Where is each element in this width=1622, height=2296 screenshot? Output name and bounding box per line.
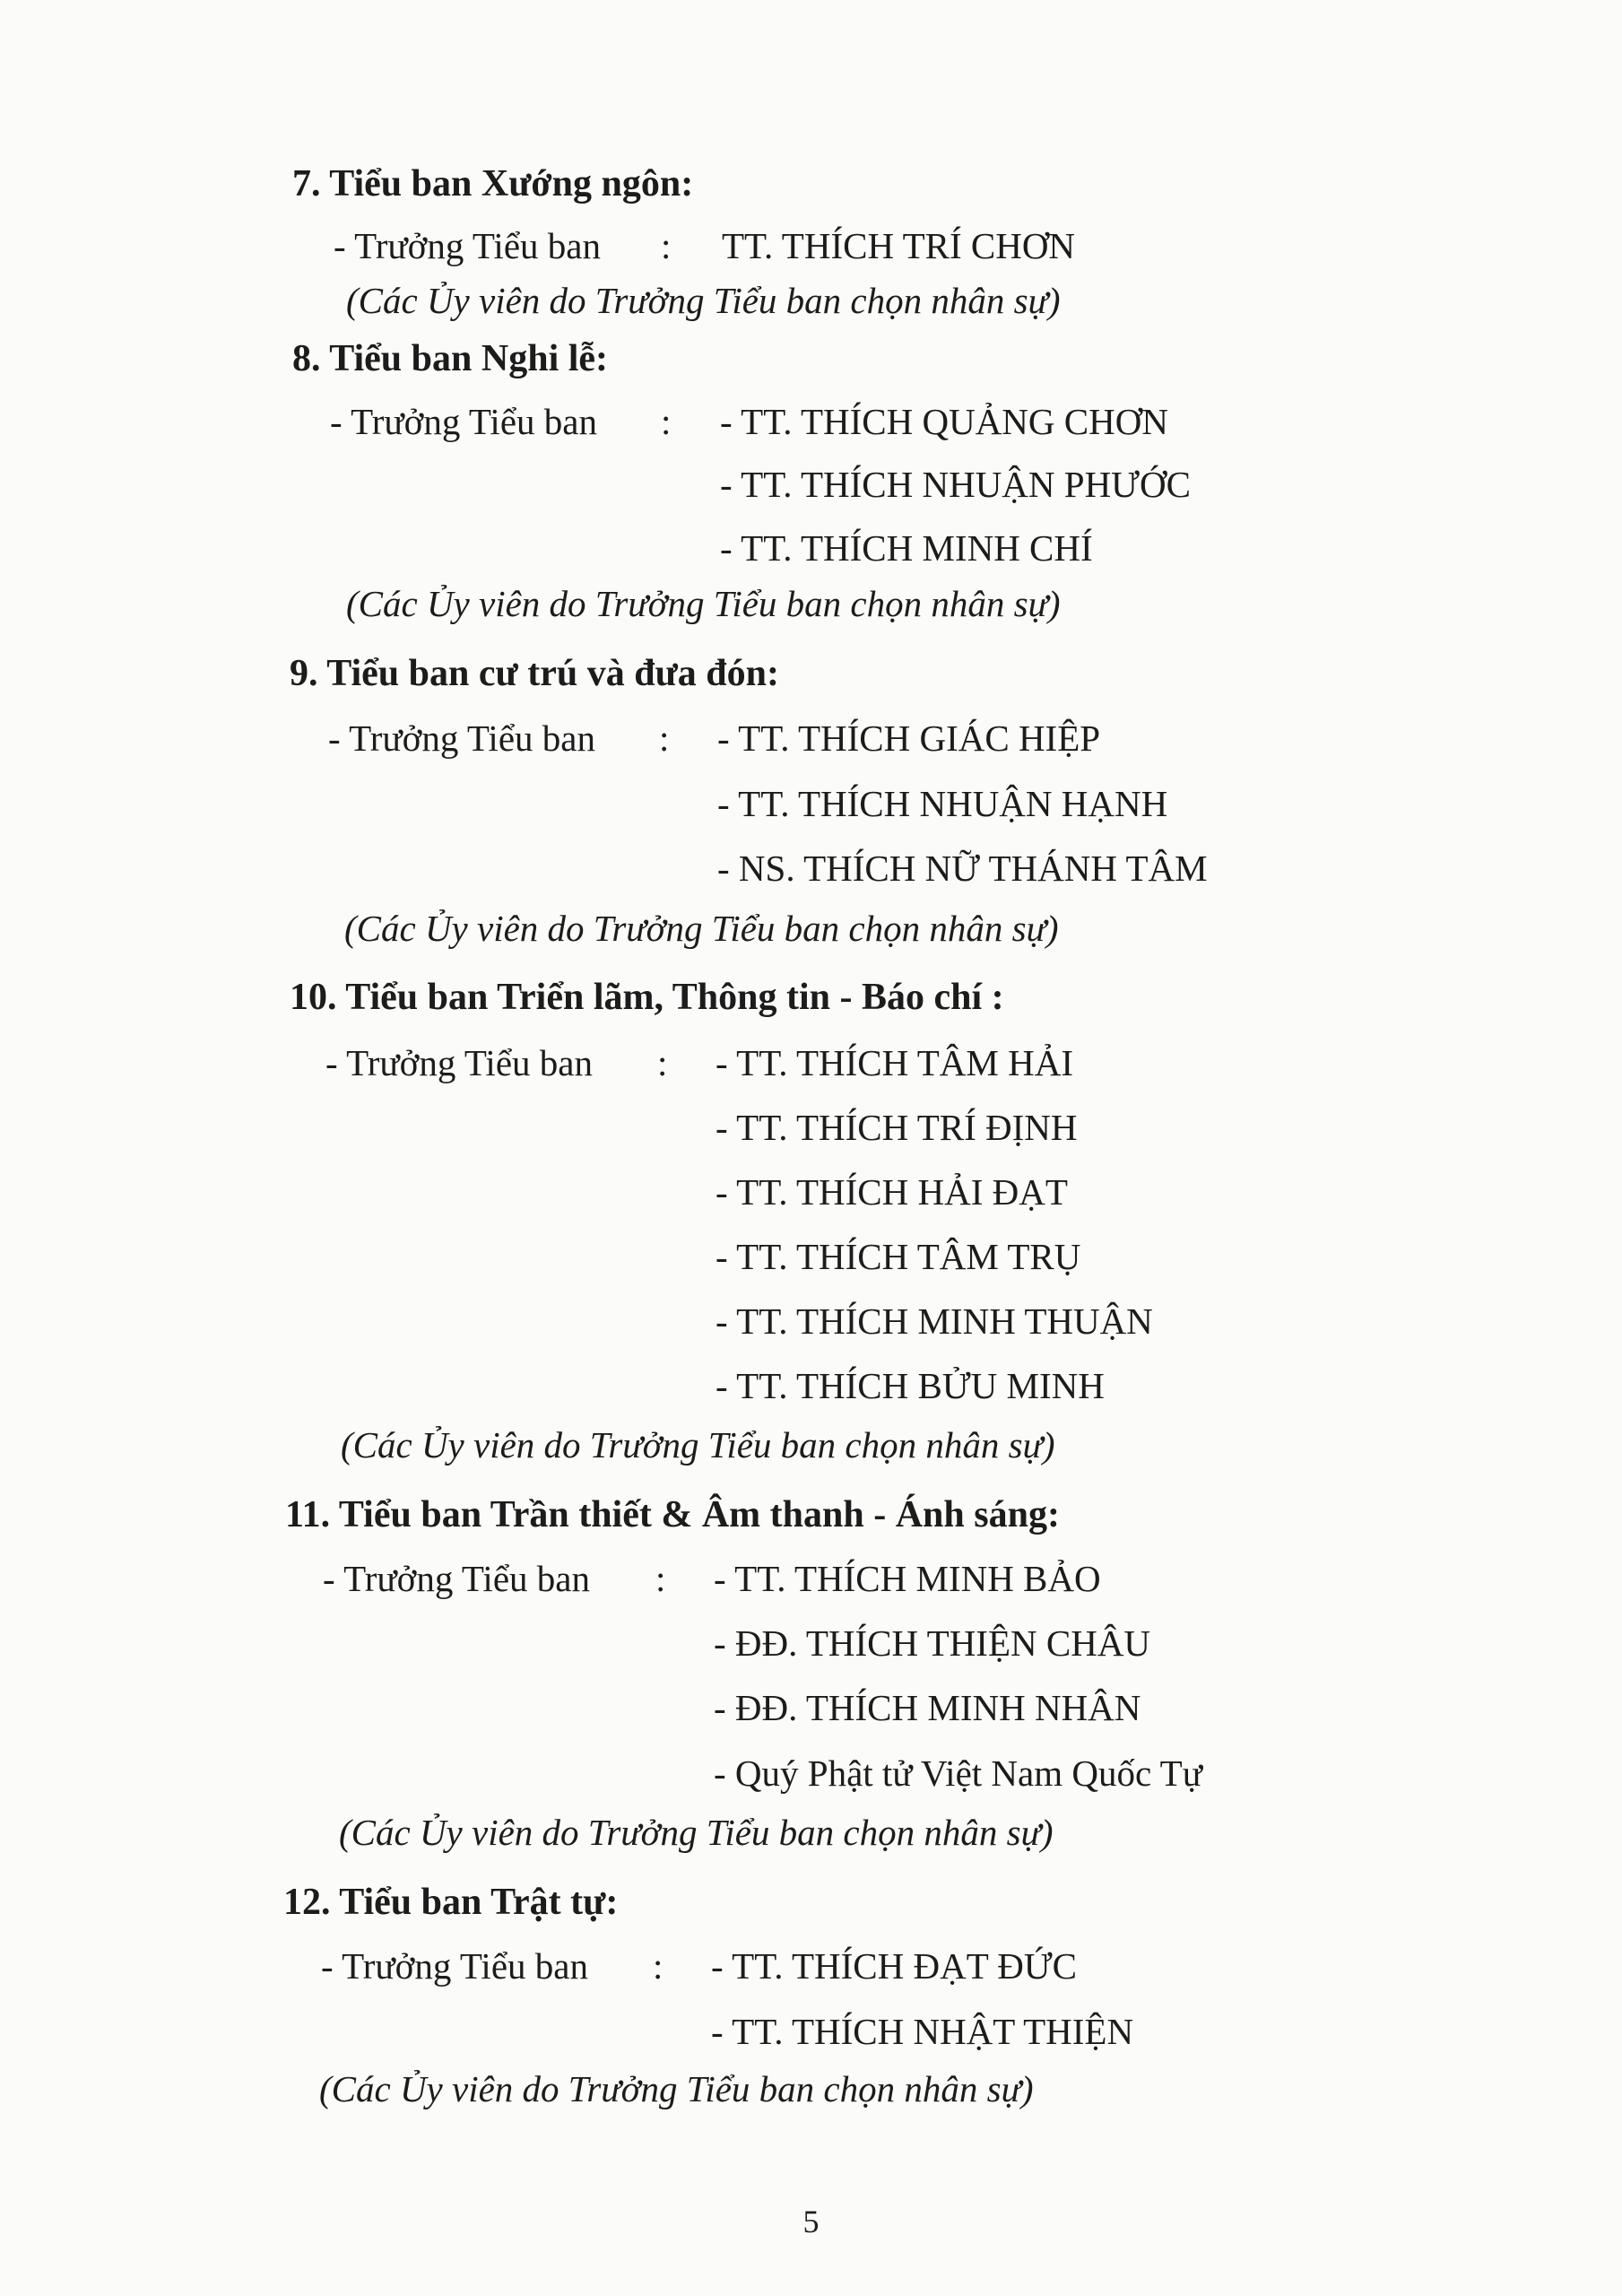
section-11-note: (Các Ủy viên do Trưởng Tiểu ban chọn nhân sự) [339,1812,1054,1853]
section-10-name-3: - TT. THÍCH HẢI ĐẠT [716,1171,1068,1213]
section-10-name-1: - TT. THÍCH TÂM HẢI [716,1042,1073,1083]
section-12-name-1: - TT. THÍCH ĐẠT ĐỨC [711,1945,1078,1987]
section-12-colon: : [653,1945,664,1987]
section-9-name-2: - TT. THÍCH NHUẬN HẠNH [717,783,1168,824]
section-12-note: (Các Ủy viên do Trưởng Tiểu ban chọn nhân sự) [319,2068,1034,2109]
section-9-note: (Các Ủy viên do Trưởng Tiểu ban chọn nhân sự) [344,908,1059,949]
section-8-heading: 8. Tiểu ban Nghi lễ: [292,338,609,379]
section-7-heading: 7. Tiểu ban Xướng ngôn: [292,163,694,204]
section-8-label: - Trưởng Tiểu ban [330,401,597,442]
section-12-label: - Trưởng Tiểu ban [321,1945,588,1987]
section-8-name-3: - TT. THÍCH MINH CHÍ [720,527,1093,569]
section-11-heading: 11. Tiểu ban Trần thiết & Âm thanh - Ánh sáng: [285,1494,1060,1535]
section-10-name-4: - TT. THÍCH TÂM TRỤ [716,1236,1081,1277]
section-9-name-3: - NS. THÍCH NỮ THÁNH TÂM [717,848,1208,889]
section-11-name-3: - ĐĐ. THÍCH MINH NHÂN [714,1687,1141,1728]
section-8-colon: : [661,401,672,442]
section-11-label: - Trưởng Tiểu ban [323,1558,590,1599]
section-10-colon: : [657,1042,668,1083]
section-10-heading: 10. Tiểu ban Triển lãm, Thông tin - Báo chí : [290,977,1004,1018]
section-10-note: (Các Ủy viên do Trưởng Tiểu ban chọn nhân sự) [341,1424,1055,1465]
section-10-label: - Trưởng Tiểu ban [325,1042,593,1083]
section-9-name-1: - TT. THÍCH GIÁC HIỆP [717,718,1101,759]
section-11-name-4: - Quý Phật tử Việt Nam Quốc Tự [714,1752,1202,1794]
section-11-name-1: - TT. THÍCH MINH BẢO [714,1558,1101,1599]
section-8-name-1: - TT. THÍCH QUẢNG CHƠN [720,401,1168,442]
section-7-label: - Trưởng Tiểu ban [334,225,601,266]
section-7-name-1: TT. THÍCH TRÍ CHƠN [722,225,1076,266]
section-11-colon: : [655,1558,666,1599]
section-10-name-5: - TT. THÍCH MINH THUẬN [716,1300,1153,1342]
section-7-note: (Các Ủy viên do Trưởng Tiểu ban chọn nhân sự) [346,280,1061,321]
section-9-label: - Trưởng Tiểu ban [328,718,595,759]
section-10-name-6: - TT. THÍCH BỬU MINH [716,1365,1105,1406]
section-12-heading: 12. Tiểu ban Trật tự: [283,1882,619,1923]
section-9-colon: : [659,718,670,759]
section-10-name-2: - TT. THÍCH TRÍ ĐỊNH [716,1107,1078,1148]
page-number: 5 [802,2204,820,2239]
section-12-name-2: - TT. THÍCH NHẬT THIỆN [711,2011,1134,2052]
section-8-note: (Các Ủy viên do Trưởng Tiểu ban chọn nhân sự) [346,583,1061,624]
section-8-name-2: - TT. THÍCH NHUẬN PHƯỚC [720,464,1191,505]
section-11-name-2: - ĐĐ. THÍCH THIỆN CHÂU [714,1622,1151,1664]
section-9-heading: 9. Tiểu ban cư trú và đưa đón: [290,653,779,694]
section-7-colon: : [661,225,672,266]
